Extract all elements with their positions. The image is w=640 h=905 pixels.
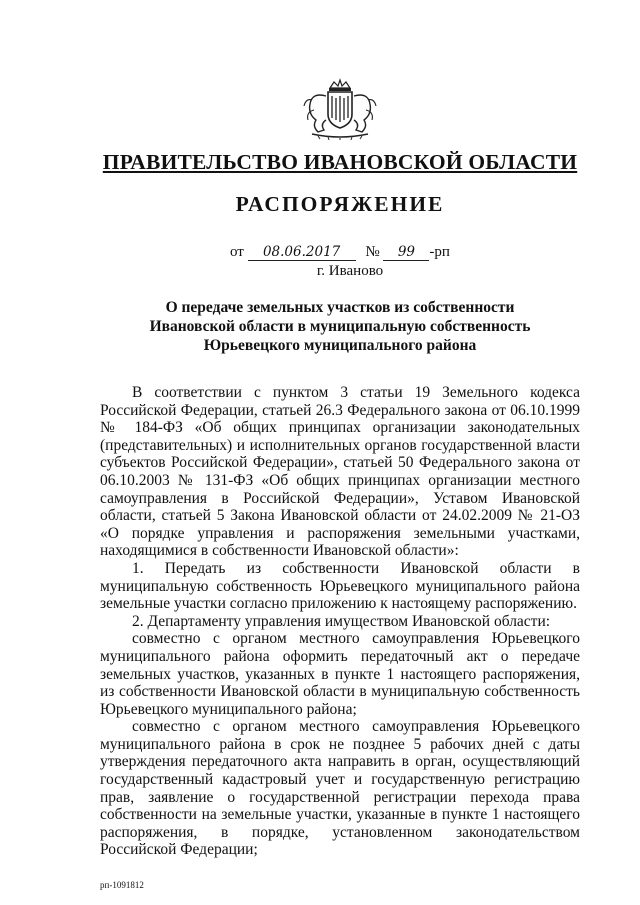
subject-line: О передаче земельных участков из собственности bbox=[165, 299, 515, 316]
document-type: РАСПОРЯЖЕНИЕ bbox=[235, 192, 445, 216]
item-2-paragraph: 2. Департаменту управления имуществом Ивановской области: bbox=[132, 612, 551, 630]
subject-line: Юрьевецкого муниципального района bbox=[203, 337, 477, 354]
item-2-subparagraph: совместно с органом местного самоуправления Юрьевецкого муниципального района оформить передаточный акт о передаче земельных участков, указанных в пункте 1 настоящего распоряжения, из собственности Ивановской области в муниципальную собственность Юрьевецкого муниципального района; bbox=[100, 630, 580, 718]
coat-of-arms-icon bbox=[298, 78, 382, 140]
city: г. Иваново bbox=[316, 263, 384, 279]
number-suffix: -рп bbox=[429, 244, 450, 260]
government-title: ПРАВИТЕЛЬСТВО ИВАНОВСКОЙ ОБЛАСТИ bbox=[102, 150, 578, 174]
document-body bbox=[100, 384, 580, 859]
document-code: рп-1091812 bbox=[100, 880, 144, 890]
item-2-subparagraph: совместно с органом местного самоуправления Юрьевецкого муниципального района в срок не позднее 5 рабочих дней с даты утверждения передаточного акта направить в орган, осуществляющий государственный кадастровый учет и государственную регистрацию прав, заявление о государственной регистрации перехода права собственности на земельные участки, указанные в пункте 1 настоящего распоряжения, в порядке, установленном законодательством Российской Федерации; bbox=[100, 718, 580, 859]
number-field: 99 bbox=[383, 244, 429, 261]
date-field: 08.06.2017 bbox=[248, 244, 356, 261]
date-number-line bbox=[230, 244, 450, 261]
subject-line: Ивановской области в муниципальную собственность bbox=[149, 318, 531, 335]
number-prefix: № bbox=[365, 244, 380, 260]
preamble-paragraph: В соответствии с пунктом 3 статьи 19 Земельного кодекса Российской Федерации, статьей 26.3 Федерального закона от 06.10.1999 № 184-ФЗ «Об общих принципах организации законодательных (представительных) и исполнительных органов государственной власти субъектов Российской Федерации», статьей 50 Федерального закона от 06.10.2003 № 131-ФЗ «Об общих принципах организации местного самоуправления в Российской Федерации», Уставом Ивановской области, статьей 5 Закона Ивановской области от 24.02.2009 № 21-ОЗ «О порядке управления и распоряжения земельными участками, находящимися в собственности Ивановской области»: bbox=[100, 384, 580, 560]
date-prefix: от bbox=[230, 244, 244, 260]
item-1-paragraph: 1. Передать из собственности Ивановской области в муниципальную собственность Юрьевецкого муниципального района земельные участки согласно приложению к настоящему распоряжению. bbox=[100, 559, 580, 613]
document-subject bbox=[100, 298, 580, 355]
